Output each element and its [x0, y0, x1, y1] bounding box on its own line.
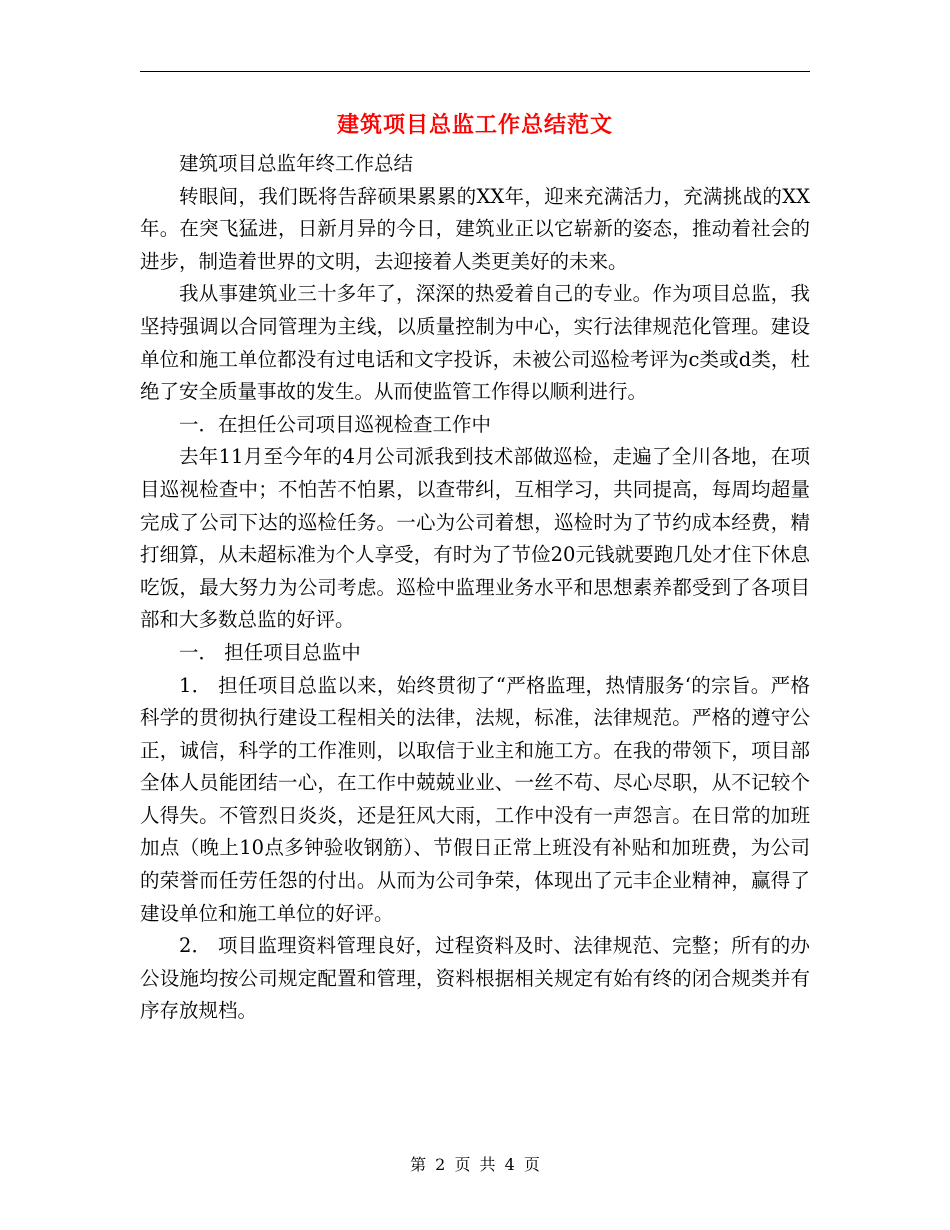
section-heading-inspection: 一．在担任公司项目巡视检查工作中 — [179, 412, 492, 436]
paragraph-subtitle: 建筑项目总监年终工作总结 — [179, 152, 414, 175]
document-title: 建筑项目总监工作总结范文 — [336, 112, 613, 138]
header-rule — [140, 71, 810, 72]
paragraph-career: 我从事建筑业三十多年了，深深的热爱着自己的专业。作为项目总监，我坚持强调以合同管理为主线，以质量控制为中心，实行法律规范化管理。建设单位和施工单位都没有过电话和文字投诉，未被公司巡检考评为c类或d类，杜绝了安全质量事故的发生。从而使监管工作得以顺利进行。 — [140, 282, 810, 404]
paragraph-intro: 转眼间，我们既将告辞硕果累累的XX年，迎来充满活力，充满挑战的XX年。在突飞猛进，日新月异的今日，建筑业正以它崭新的姿态，推动着社会的进步，制造着世界的文明，去迎接着人类更美好的未来。 — [140, 184, 810, 273]
document-body — [140, 148, 810, 1028]
paragraph-inspection: 去年11月至今年的4月公司派我到技术部做巡检，走遍了全川各地，在项目巡视检查中；不怕苦不怕累，以查带纠，互相学习，共同提高，每周均超量完成了公司下达的巡检任务。一心为公司着想，巡检时为了节约成本经费，精打细算，从未超标准为个人享受，有时为了节俭20元钱就要跑几处才住下休息吃饭，最大努力为公司考虑。巡检中监理业务水平和思想素养都受到了各项目部和大多数总监的好评。 — [140, 445, 810, 632]
section-heading-director: 一． 担任项目总监中 — [179, 640, 361, 664]
paragraph-item-1: 1． 担任项目总监以来，始终贯彻了“严格监理，热情服务‘的宗旨。严格科学的贯彻执行建设工程相关的法律，法规，标准，法律规范。严格的遵守公正，诚信，科学的工作准则，以取信于业主和施工方。在我的带领下，项目部全体人员能团结一心，在工作中兢兢业业、一丝不苟、尽心尽职，从不记较个人得失。不管烈日炎炎，还是狂风大雨，工作中没有一声怨言。在日常的加班加点（晚上10点多钟验收钢筋）、节假日正常上班没有补贴和加班费，为公司的荣誉而任劳任怨的付出。从而为公司争荣，体现出了元丰企业精神，赢得了建设单位和施工单位的好评。 — [140, 673, 810, 925]
paragraph-item-2: 2． 项目监理资料管理良好，过程资料及时、法律规范、完整；所有的办公设施均按公司规定配置和管理，资料根据相关规定有始有终的闭合规类并有序存放规档。 — [140, 934, 810, 1023]
page-number-footer: 第 2 页 共 4 页 — [410, 1155, 540, 1174]
